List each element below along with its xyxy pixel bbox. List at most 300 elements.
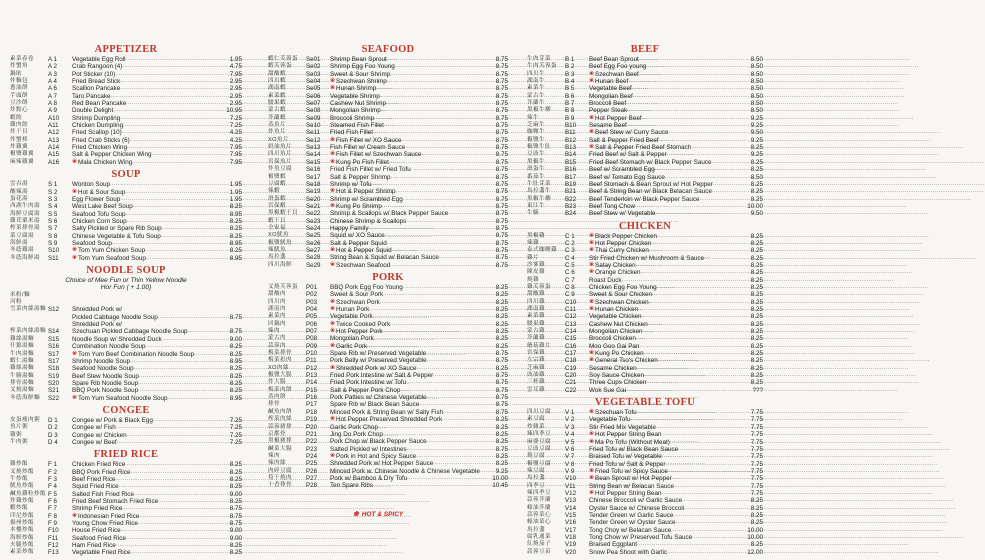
item-code: C14: [565, 328, 577, 336]
leader-dots: [427, 394, 495, 401]
leader-dots: [120, 78, 228, 85]
item-name: Kung Po Fish Fillet: [336, 158, 389, 166]
item-name: Fried Beef Stomach w/ Black Pepper Sauce: [589, 158, 712, 166]
item-price: 8.25: [750, 158, 763, 166]
item-chinese-name: 鍋貼: [10, 70, 22, 77]
menu-item: [10, 469, 242, 476]
menu-item: [10, 144, 242, 151]
section-title: CHICKEN: [618, 220, 672, 232]
item-code: Se20: [306, 195, 321, 203]
chili-pepper-icon: ❀: [330, 320, 336, 327]
leader-dots: [151, 151, 228, 158]
leader-dots: [637, 365, 750, 372]
item-code: V20: [565, 548, 577, 556]
leader-dots: [380, 93, 495, 100]
menu-item: [268, 100, 508, 107]
item-code: B 2: [565, 63, 575, 71]
item-price: 8.75: [495, 144, 508, 152]
item-chinese-name: 椒鹽蝦: [268, 173, 286, 180]
item-chinese-name: 排骨湯麵: [10, 379, 34, 386]
item-chinese-name: 椒鹽牛肚: [527, 144, 551, 151]
item-code: V17: [565, 526, 577, 534]
item-code: C11: [565, 306, 576, 313]
item-name: Bean Sprout w/ Hot Pepper: [595, 475, 672, 483]
item-price: 7.75: [750, 409, 763, 417]
item-price: 8.25: [495, 416, 508, 424]
item-name: Broccoli Shrimp: [330, 114, 375, 122]
item-code: C 9: [565, 291, 575, 299]
item-chinese-name: 辣肉: [268, 328, 280, 335]
chili-pepper-icon: ❀: [330, 188, 336, 195]
item-price: 8.25: [750, 313, 763, 321]
section-title: FRIED RICE: [93, 449, 159, 461]
menu-item: [10, 306, 242, 313]
item-price: 8.75: [495, 261, 508, 269]
menu-item: [527, 497, 763, 504]
menu-item: [10, 85, 242, 92]
menu-item: [268, 85, 508, 92]
leader-dots: [631, 416, 750, 423]
item-code: V10: [565, 475, 577, 483]
item-code: B 6: [565, 92, 575, 100]
item-chinese-name: 蝦干貝: [268, 217, 286, 224]
menu-item: [527, 299, 763, 306]
item-code: Se27: [306, 246, 321, 254]
item-chinese-name: 芥蘭雞: [527, 335, 545, 342]
item-code: B 1: [565, 56, 575, 63]
item-chinese-name: 揚州炒飯: [10, 520, 34, 527]
item-code: C 8: [565, 283, 575, 291]
chili-pepper-icon: ❀: [72, 188, 78, 195]
item-code: A 6: [48, 85, 57, 93]
item-name: Seafood Soup: [72, 239, 112, 247]
item-name: Satay Chicken: [595, 261, 636, 269]
item-price: 4.25: [229, 136, 242, 144]
item-name: Shrimp Dumpling: [72, 114, 121, 122]
item-chinese-name: 菜豆腐湯: [10, 232, 34, 239]
leader-dots: [387, 240, 495, 247]
item-name: Hot Pepper Pork: [336, 328, 383, 336]
chili-pepper-icon: ❀: [589, 144, 595, 151]
item-price: 7.75: [750, 431, 763, 439]
leader-dots: [480, 468, 495, 475]
item-price: 9.25: [750, 136, 763, 144]
item-price: 8.25: [750, 261, 763, 269]
item-name: String Bean w/ Belacan Sauce: [589, 482, 675, 490]
leader-dots: [439, 254, 495, 261]
chili-pepper-icon: ❀: [589, 247, 595, 254]
item-chinese-name: 什錦湯麵: [10, 343, 34, 350]
item-name: Spare Rib Noodle Soup: [72, 379, 139, 387]
menu-item: [10, 203, 242, 210]
item-code: Se07: [306, 100, 321, 108]
item-name: Fish Fillet w/ Szechwan Sauce: [336, 151, 422, 159]
leader-dots: [700, 196, 750, 203]
item-name: West Lake Beef Soup: [72, 203, 133, 211]
item-name: Ma Po Tofu (Without Meat): [595, 438, 670, 446]
leader-dots: [119, 483, 229, 490]
leader-dots: [426, 350, 494, 357]
item-price: 8.50: [750, 92, 763, 100]
item-chinese-name: 十香排骨: [268, 482, 292, 489]
item-name: Chicken Egg Foo Young: [589, 283, 657, 291]
menu-item: [268, 115, 508, 122]
item-chinese-name: 蒜蓉肉: [268, 342, 286, 349]
item-code: P04: [306, 306, 318, 313]
chili-pepper-icon: ❀: [589, 438, 595, 445]
item-chinese-name: 海鮮炒飯: [10, 534, 34, 541]
item-chinese-name: 陳皮雞: [527, 269, 545, 276]
leader-dots: [115, 71, 228, 78]
chili-pepper-icon: ❀: [353, 511, 359, 518]
item-price: 10.00: [492, 474, 508, 482]
item-name: Cashew Nut Shrimp: [330, 100, 386, 108]
leader-dots: [666, 461, 750, 468]
item-price: 7.75: [750, 453, 763, 461]
menu-item: [268, 247, 508, 254]
item-chinese-name: XO肉絲: [268, 364, 289, 371]
item-price: 8.75: [495, 386, 508, 394]
item-chinese-name: 雞絲湯麵: [10, 335, 34, 342]
item-code: P05: [306, 313, 318, 321]
chili-pepper-icon: ❀: [589, 298, 595, 305]
leader-dots: [655, 166, 750, 173]
menu-item: [527, 85, 763, 92]
item-chinese-name: 牛腩湯麵: [10, 372, 34, 379]
item-price: 8.50: [750, 56, 763, 63]
item-price: 8.75: [495, 202, 508, 210]
menu-item: [268, 196, 508, 203]
item-price: 8.25: [495, 335, 508, 343]
item-code: V12: [565, 489, 577, 497]
item-code: S 4: [48, 203, 58, 211]
leader-dots: [110, 181, 229, 188]
item-chinese-name: 魚片粥: [10, 424, 28, 431]
menu-item: [527, 541, 763, 548]
item-chinese-name: 京都骨: [268, 430, 286, 437]
item-chinese-name: 素菜春卷: [10, 56, 34, 62]
item-chinese-name: 宮保雞: [527, 350, 545, 357]
item-chinese-name: 素菜肉: [268, 313, 286, 320]
leader-dots: [622, 277, 750, 284]
item-price: 8.25: [229, 468, 242, 476]
leader-dots: [627, 107, 750, 114]
item-code: P28: [306, 482, 318, 490]
item-code: C 1: [565, 232, 575, 240]
leader-dots: [367, 343, 495, 350]
item-price: 8.75: [495, 401, 508, 409]
item-code: Se13: [306, 144, 321, 152]
item-code: S10: [48, 247, 60, 255]
item-name: Seafood Noodle Soup: [72, 365, 134, 373]
item-chinese-name: 椒鹽雞翼: [10, 151, 34, 158]
item-name: Beef Bean Sprout: [589, 56, 639, 63]
section-subtitle: Choice of Mee Fun or Thin Yellow Noodle: [65, 276, 187, 284]
item-code: P09: [306, 342, 318, 350]
item-code: B17: [565, 173, 577, 181]
menu-item: [10, 343, 242, 350]
item-price: 8.75: [495, 85, 508, 93]
menu-column-1: [10, 44, 242, 560]
item-name: Salt & Pepper Squid: [330, 239, 387, 247]
leader-dots: [628, 78, 749, 85]
item-chinese-name: 素豆腐: [527, 416, 545, 423]
leader-dots: [161, 233, 229, 240]
section-title: SOUP: [111, 169, 141, 181]
item-name: Szechwan Shrimp: [336, 78, 387, 86]
item-name: Beef Stew w/ Vegetable: [589, 210, 656, 218]
item-code: P24: [306, 452, 318, 460]
leader-dots: [433, 372, 494, 379]
leader-dots: [416, 453, 495, 460]
chili-pepper-icon: ❀: [330, 85, 336, 92]
item-price: 8.75: [495, 158, 508, 166]
item-code: V 4: [565, 431, 575, 439]
item-chinese-name: 牛肉粥: [10, 438, 28, 445]
item-price: 7.25: [229, 122, 242, 130]
leader-dots: [656, 210, 750, 217]
item-price: 7.95: [229, 144, 242, 152]
item-price: 8.25: [750, 232, 763, 240]
leader-dots: [639, 343, 749, 350]
item-price: 8.25: [229, 379, 242, 387]
item-name: Shrimp Bean Sprout: [330, 56, 387, 63]
item-chinese-name: 叉燒炒飯: [10, 468, 34, 475]
leader-dots: [389, 159, 495, 166]
item-name: Fried Tofu w/ Salt & Pepper: [589, 460, 666, 468]
chili-pepper-icon: ❀: [589, 467, 595, 474]
item-chinese-name: 雞肉餃: [10, 122, 28, 129]
item-price: 8.25: [750, 180, 763, 188]
menu-item: [527, 56, 763, 63]
item-name: Salty Pickled or Spare Rib Soup: [72, 225, 162, 233]
leader-dots: [138, 520, 229, 527]
chili-pepper-icon: ❀: [589, 239, 595, 246]
leader-dots: [392, 247, 495, 254]
menu-item: [527, 321, 763, 328]
item-name: Pork Belly w/ Preserved Vegetable: [330, 357, 427, 365]
item-code: S19: [48, 372, 60, 380]
item-name: Chinese Vegetable & Tofu Soup: [72, 232, 161, 240]
item-code: B 3: [565, 70, 575, 78]
item-chinese-name: 蘑菇雞片: [527, 342, 551, 349]
item-chinese-name: 鹹菜大腸: [268, 445, 292, 452]
leader-dots: [662, 431, 750, 438]
item-code: B22: [565, 195, 577, 203]
item-chinese-name: 河粉: [10, 299, 22, 306]
item-chinese-name: 辣蝦: [268, 188, 280, 195]
item-chinese-name: 雞片: [527, 254, 539, 261]
menu-item: [527, 490, 763, 497]
item-code: Se29: [306, 261, 321, 269]
item-chinese-name: 湖南雞: [527, 306, 545, 312]
item-chinese-name: 沙爹雞: [527, 261, 545, 268]
menu-item: [10, 63, 242, 70]
item-chinese-name: 雲耳雞: [527, 386, 545, 393]
item-name: Mongolian Pork: [330, 335, 374, 343]
item-code: V 5: [565, 438, 575, 446]
item-price: 8.95: [229, 394, 242, 402]
leader-dots: [125, 211, 228, 218]
item-price: 7.25: [229, 424, 242, 432]
item-code: V 9: [565, 467, 575, 475]
item-name: Szechwan Beef: [595, 70, 639, 78]
item-chinese-name: 雞粥: [10, 431, 22, 438]
item-chinese-name: 蒜蓉芥蘭: [527, 497, 551, 504]
item-code: A11: [48, 122, 59, 130]
item-chinese-name: 椒鹽牛: [527, 136, 545, 143]
item-name: Sweet & Sour Shrimp: [330, 70, 391, 78]
leader-dots: [120, 196, 228, 203]
item-chinese-name: 甜酸肉: [268, 291, 286, 298]
item-name: Pork Chop w/ Black Pepper Sauce: [330, 438, 427, 446]
item-name: Salt & Pepper Fried Beef: [589, 136, 659, 144]
item-chinese-name: 四川肉: [268, 298, 286, 305]
leader-dots: [374, 335, 495, 342]
item-code: D 1: [48, 416, 58, 424]
item-name: Taro Pancake: [72, 92, 111, 100]
item-chinese-name: 叉燒湯麵: [10, 387, 34, 394]
chili-pepper-icon: ❀: [589, 306, 595, 312]
menu-item: [10, 417, 242, 424]
chili-pepper-icon: ❀: [589, 350, 595, 357]
item-chinese-name: 四川牛: [527, 70, 545, 77]
item-price: 8.25: [229, 203, 242, 211]
item-code: V15: [565, 511, 577, 519]
item-chinese-name: 麻辣雞翼: [10, 158, 34, 165]
leader-dots: [121, 527, 229, 534]
item-price: 8.75: [495, 56, 508, 63]
menu-item: [268, 218, 508, 225]
menu-item: [527, 527, 763, 534]
menu-item: [268, 56, 508, 63]
item-name: Pickled Cabbage Noodle Soup: [72, 313, 158, 321]
menu-item: [527, 446, 763, 453]
item-price: 8.75: [495, 92, 508, 100]
leader-dots: [644, 350, 750, 357]
item-price: 2.95: [229, 78, 242, 86]
item-code: V18: [565, 533, 577, 541]
item-chinese-name: 皮蛋瘦肉粥: [10, 416, 40, 423]
chili-pepper-icon: ❀: [72, 350, 78, 357]
menu-item: [10, 542, 242, 549]
item-price: 8.75: [229, 313, 242, 321]
menu-item: [268, 409, 508, 416]
leader-dots: [417, 365, 495, 372]
menu-item: [10, 387, 242, 394]
item-code: C10: [565, 298, 577, 306]
item-name: Wonton Soup: [72, 181, 111, 189]
menu-item: [527, 174, 763, 181]
item-price: 8.25: [750, 166, 763, 174]
menu-item: [527, 181, 763, 188]
menu-item: [527, 291, 763, 298]
leader-dots: [378, 424, 495, 431]
leader-dots: [376, 85, 494, 92]
chili-pepper-icon: ❀: [330, 202, 336, 209]
leader-dots: [390, 262, 494, 269]
leader-dots: [411, 166, 495, 173]
menu-item: [268, 372, 508, 379]
item-name: Fried Crab Sticks (6): [72, 136, 130, 144]
item-name: Fried Chicken Wing: [72, 144, 127, 152]
item-code: C 7: [565, 276, 575, 284]
leader-dots: [407, 446, 495, 453]
item-chinese-name: 腰果雞: [527, 320, 545, 327]
item-code: C 3: [565, 247, 575, 255]
item-chinese-name: 腰果蝦: [268, 100, 286, 107]
leader-dots: [122, 129, 229, 136]
item-price: 8.25: [750, 357, 763, 365]
item-price: 8.25: [495, 291, 508, 299]
leader-dots: [111, 93, 229, 100]
item-name: House Fried Rice: [72, 527, 121, 535]
menu-item: [268, 188, 508, 195]
leader-dots: [667, 549, 746, 556]
item-code: P25: [306, 460, 318, 468]
item-chinese-name: 黑椒雞: [527, 232, 545, 239]
menu-item: [268, 151, 508, 158]
item-price: 7.75: [750, 423, 763, 431]
menu-item: [10, 424, 242, 431]
item-name: Fried Fish Fillet: [330, 129, 374, 137]
item-name: Beef Stew Noodle Soup: [72, 372, 139, 380]
item-name: Ham Fried Rice: [72, 542, 116, 550]
item-code: F 9: [48, 520, 57, 528]
item-code: A 8: [48, 100, 57, 108]
item-price: 8.25: [750, 283, 763, 291]
item-price: 8.75: [229, 512, 242, 520]
item-chinese-name: 椒鹽豆腐: [527, 460, 551, 467]
leader-dots: [406, 218, 494, 225]
item-chinese-name: 海鮮豆腐湯: [10, 210, 40, 217]
menu-column-2: [268, 44, 508, 493]
item-price: 10.95: [226, 107, 242, 115]
menu-item: [527, 431, 763, 438]
item-chinese-name: 黑椒牛: [527, 158, 545, 165]
item-price: 8.25: [750, 291, 763, 299]
leader-dots: [638, 306, 750, 313]
item-name: Minced Pork & String Bean w/ Salty Fish: [330, 408, 444, 416]
menu-item: [10, 549, 242, 556]
item-code: A 7: [48, 92, 57, 100]
item-chinese-name: 炸干貝: [10, 129, 28, 136]
leader-dots: [658, 357, 750, 364]
item-code: Se02: [306, 63, 321, 71]
item-chinese-name: 椒鹽魷魚: [268, 239, 292, 246]
item-price: 8.25: [229, 542, 242, 550]
leader-dots: [667, 151, 750, 158]
item-code: S15: [48, 335, 60, 343]
item-code: V 7: [565, 453, 575, 461]
item-code: P15: [306, 386, 318, 394]
item-chinese-name: 炸麵包: [10, 78, 28, 85]
item-code: B16: [565, 166, 577, 174]
item-name: Salt & Pepper Fried Beef Stomach: [595, 144, 692, 152]
item-price: ???: [752, 386, 763, 394]
item-name: Pork in Hot and Spicy Sauce: [336, 452, 417, 460]
item-price: 8.75: [495, 173, 508, 181]
item-chinese-name: 筍干燒肉: [268, 474, 292, 481]
item-chinese-name: 馬拉盞: [527, 475, 545, 482]
leader-dots: [380, 299, 495, 306]
menu-item: [268, 387, 508, 394]
leader-dots: [126, 535, 229, 542]
item-name: Mongolian Chicken: [589, 328, 643, 336]
item-chinese-name: 全家福: [268, 224, 286, 231]
chili-pepper-icon: ❀: [589, 129, 595, 136]
item-code: C15: [565, 335, 577, 343]
